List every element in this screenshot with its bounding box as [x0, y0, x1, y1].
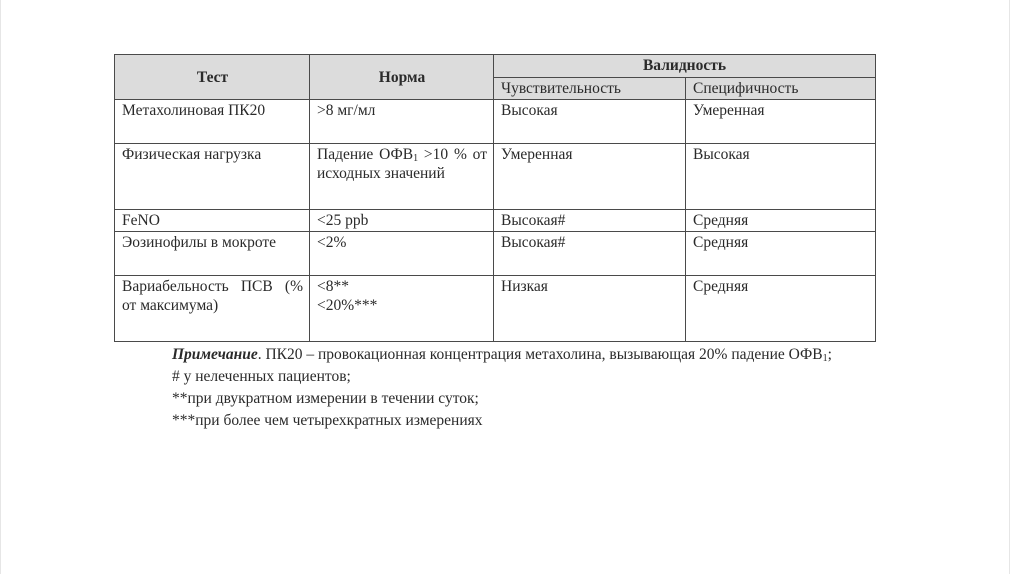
cell-norm: <2%: [310, 232, 494, 276]
note-first-line: [114, 344, 874, 366]
norm-line-2: <20%***: [317, 297, 378, 314]
table-row: [115, 100, 876, 144]
norm-prefix: Падение ОФВ: [317, 146, 414, 163]
header-specificity: Специфичность: [686, 77, 876, 100]
norm-line-1: <8**: [317, 278, 349, 295]
cell-norm: >8 мг/мл: [310, 100, 494, 144]
cell-sensitivity: Умеренная: [494, 144, 686, 210]
table-row: [115, 210, 876, 232]
norm-subscript: 1: [413, 153, 419, 164]
table-note: [114, 344, 874, 432]
header-test: Тест: [115, 55, 310, 100]
note-label: Примечание: [172, 346, 258, 363]
header-sensitivity: Чувствительность: [494, 77, 686, 100]
note-subscript: 1: [822, 353, 828, 364]
note-text-a: . ПК20 – провокационная концентрация метахолина, вызывающая 20% падение ОФВ: [257, 346, 823, 363]
norm-suffix: >10 % от исходных значений: [317, 146, 487, 182]
cell-sensitivity: Низкая: [494, 276, 686, 342]
header-norm: Норма: [310, 55, 494, 100]
cell-specificity: Высокая: [686, 144, 876, 210]
note-text-b: ;: [827, 346, 832, 363]
page-edge-right: [1009, 0, 1010, 574]
cell-test: Метахолиновая ПК20: [115, 100, 310, 144]
asthma-tests-table: [114, 54, 876, 342]
cell-specificity: Средняя: [686, 232, 876, 276]
header-validity: Валидность: [494, 55, 876, 78]
table-row: [115, 232, 876, 276]
cell-norm: [310, 144, 494, 210]
table-row: [115, 276, 876, 342]
cell-norm: <25 ppb: [310, 210, 494, 232]
cell-specificity: Средняя: [686, 276, 876, 342]
cell-sensitivity: Высокая#: [494, 210, 686, 232]
cell-specificity: Умеренная: [686, 100, 876, 144]
table-row: [115, 144, 876, 210]
cell-test: Эозинофилы в мокроте: [115, 232, 310, 276]
document-page: [114, 54, 874, 432]
table-header-row: [115, 55, 876, 78]
note-line: **при двукратном измерении в течении суток;: [172, 390, 479, 407]
note-line: ***при более чем четырехкратных измерениях: [172, 412, 483, 429]
cell-test: Физическая нагрузка: [115, 144, 310, 210]
cell-sensitivity: Высокая: [494, 100, 686, 144]
page-edge-left: [0, 0, 1, 574]
cell-specificity: Средняя: [686, 210, 876, 232]
cell-sensitivity: Высокая#: [494, 232, 686, 276]
cell-test: FeNO: [115, 210, 310, 232]
note-line: # у нелеченных пациентов;: [172, 368, 351, 385]
cell-norm: [310, 276, 494, 342]
cell-test: Вариабельность ПСВ (% от максимума): [115, 276, 310, 342]
